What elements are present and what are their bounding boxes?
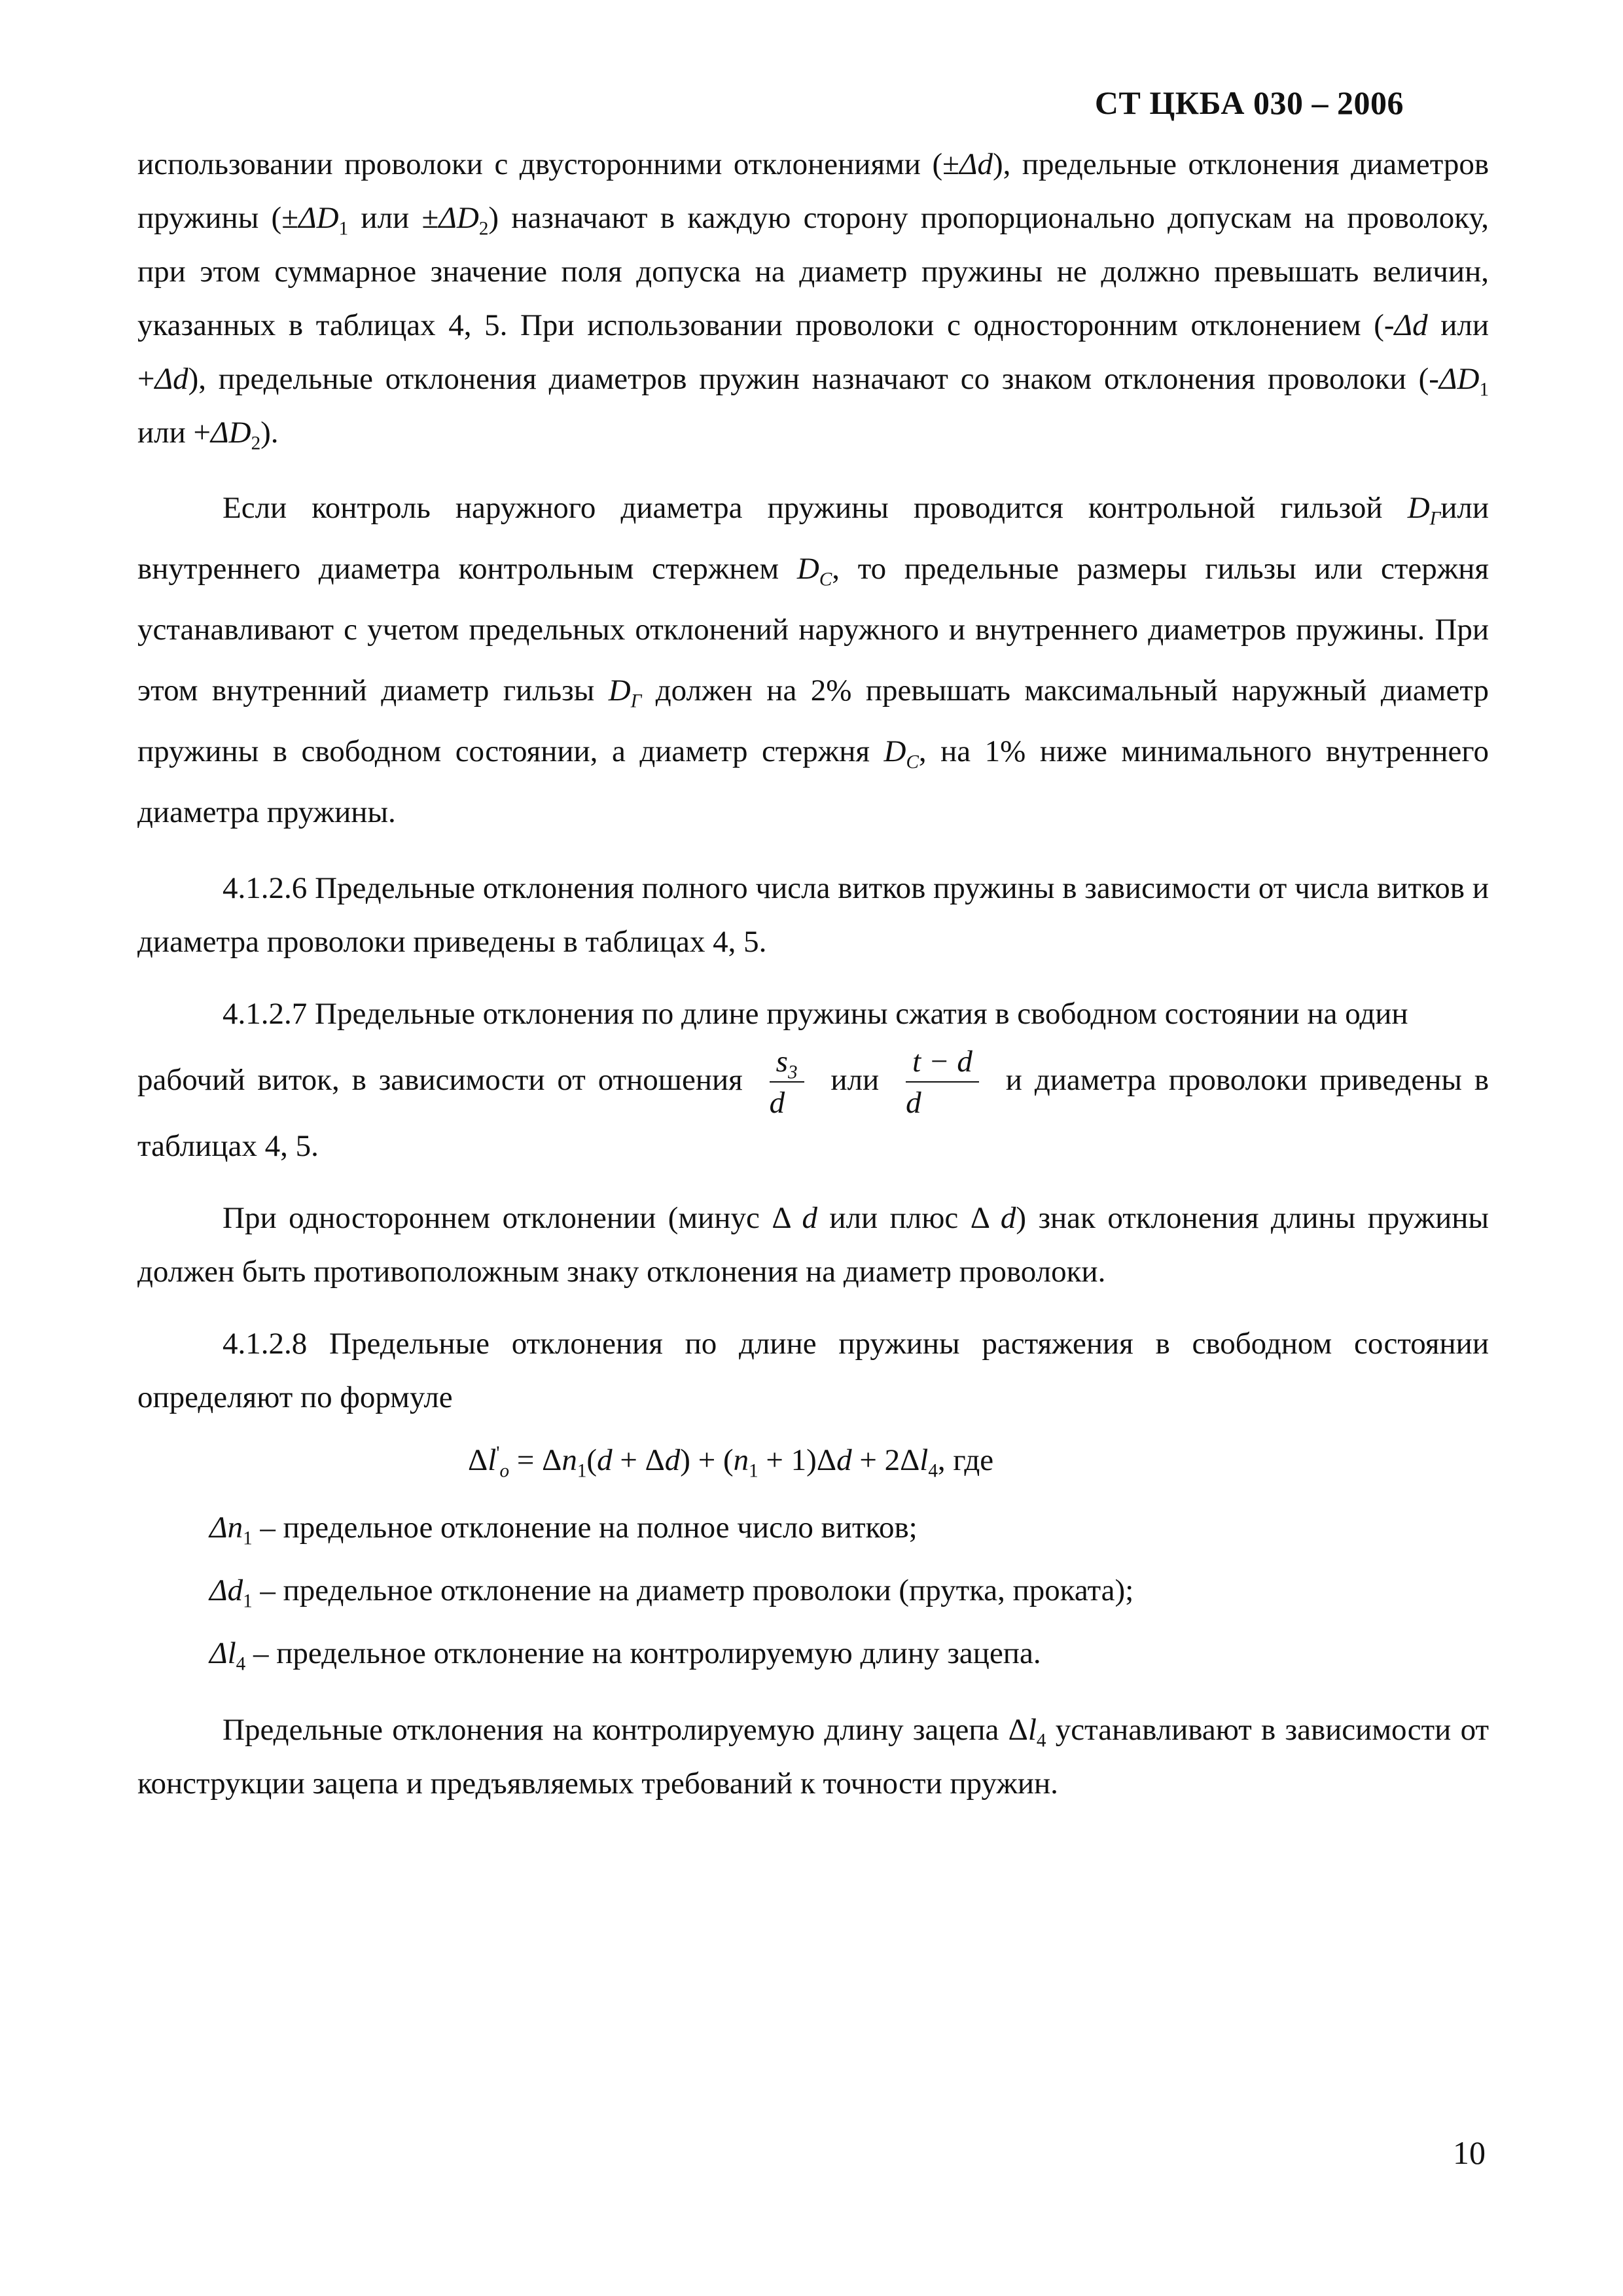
definition-item: $\Delta d_1$ – предельное отклонение на диаметр проволоки (прутка, проката); xyxy=(209,1573,1134,1612)
definition-item: $\Delta l_4$ – предельное отклонение на контролируемую длину зацепа. xyxy=(209,1636,1041,1675)
formula-definitions xyxy=(137,1496,1489,1685)
paragraph-one-sided-deviation: При одностороннем отклонении (минус Δ d или плюс Δ d) знак отклонения длины пружины должен быть противоположным знаку отклонения на диаметр проволоки. xyxy=(137,1201,1489,1289)
ratio-t-minus-d-over-d: $\frac{t - d}{d}$ xyxy=(906,1047,979,1119)
clause-4-1-2-8: 4.1.2.8 Предельные отклонения по длине пружины растяжения в свободном состоянии определяют по формуле xyxy=(137,1327,1489,1414)
page-body xyxy=(137,137,1489,1810)
ratio-s3-over-d: $\frac{s_3}{d}$ xyxy=(770,1047,804,1119)
clause-4-1-2-6: 4.1.2.6 Предельные отклонения полного числа витков пружины в зависимости от числа витков и диаметра проволоки приведены в таблицах 4, 5. xyxy=(137,871,1489,959)
length-deviation-formula: $\Delta l'_o = \Delta n_1(d + \Delta d) + (n_1 + 1)\Delta d + 2\Delta l_4$, где xyxy=(468,1443,994,1482)
paragraph-wire-deviations: использовании проволоки с двусторонними отклонениями (±Δd), предельные отклонения диаметров пружины ($\pm\Delta D_1$ или $\pm\Delta D_2$) назначают в каждую сторону пропорционально допускам на проволоку, при этом суммарное значение поля допуска на диаметр пружины не должно превышать величин, указанных в таблицах 4, 5. При использовании проволоки с односторонним отклонением (-Δd или +Δd), предельные отклонения диаметров пружин назначают со знаком отклонения проволоки ($-\Delta D_1$ или $+\Delta D_2$). xyxy=(137,147,1489,454)
paragraph-gauge-control: Если контроль наружного диаметра пружины проводится контрольной гильзой $D_Гили$ внутреннего диаметра контрольным стержнем $D_C$, то предельные размеры гильзы или стержня устанавливают с учетом предельных отклонений наружного и внутреннего диаметров пружины. При этом внутренний диаметр гильзы $D_Г$ должен на 2% превышать максимальный наружный диаметр пружины в свободном состоянии, а диаметр стержня $D_C$, на 1% ниже минимального внутреннего диаметра пружины. xyxy=(137,491,1489,829)
document-code-header: СТ ЦКБА 030 – 2006 xyxy=(1094,84,1404,121)
definition-item: $\Delta n_1$ – предельное отклонение на полное число витков; xyxy=(209,1511,918,1549)
paragraph-hook-length: Предельные отклонения на контролируемую длину зацепа $\Delta l_4$ устанавливают в зависимости от конструкции зацепа и предъявляемых требований к точности пружин. xyxy=(137,1713,1489,1801)
page-number: 10 xyxy=(1453,2134,1486,2171)
clause-4-1-2-7: 4.1.2.7 Предельные отклонения по длине пружины сжатия в свободном состоянии на один рабочий виток, в зависимости от отношения $\frac{s_3}{d}$ или $\frac{t - d}{d}$ и диаметра проволоки приведены в таблицах 4, 5. xyxy=(137,997,1489,1163)
